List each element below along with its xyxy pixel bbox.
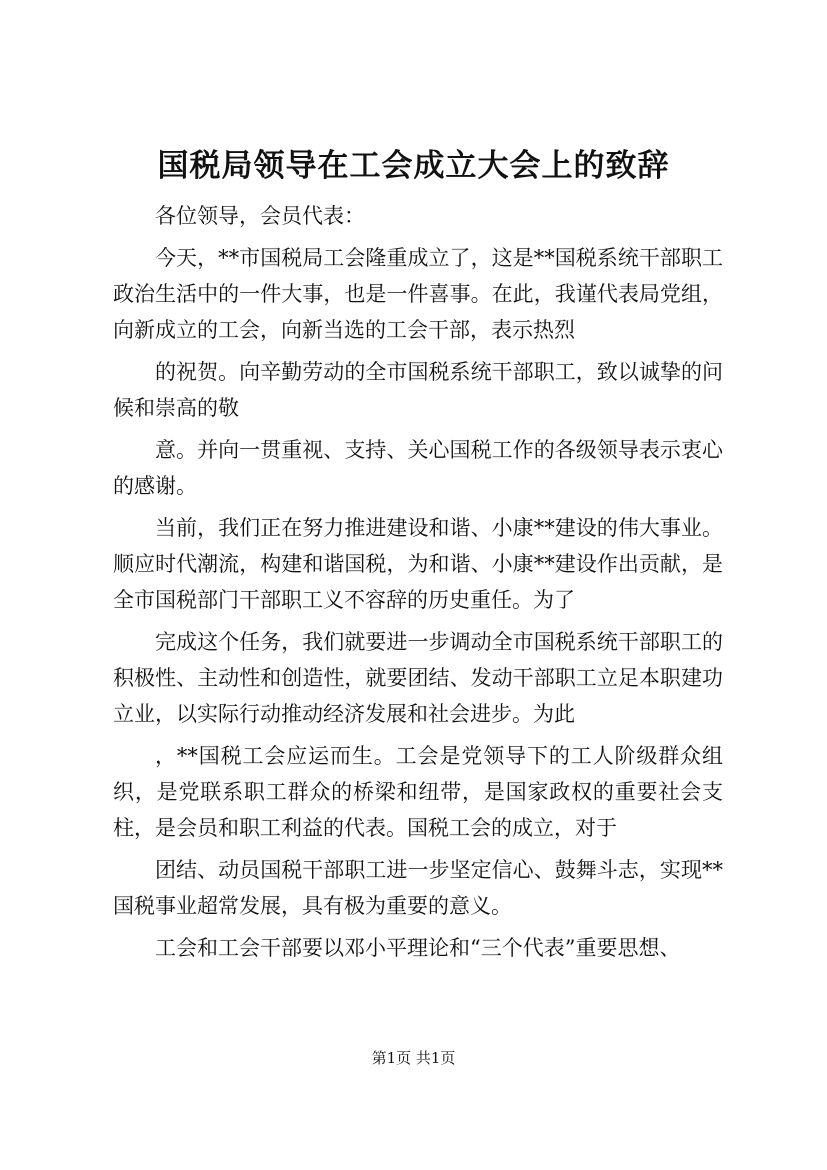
document-body xyxy=(113,198,723,972)
paragraph: ，**国税工会应运而生。工会是党领导下的工人阶级群众组织，是党联系职工群众的桥梁和纽带，是国家政权的重要社会支柱，是会员和职工利益的代表。国税工会的成立，对于 xyxy=(113,744,723,840)
paragraph: 意。并向一贯重视、支持、关心国税工作的各级领导表示衷心的感谢。 xyxy=(113,438,723,498)
paragraph: 完成这个任务，我们就要进一步调动全市国税系统干部职工的积极性、主动性和创造性，就要团结、发动干部职工立足本职建功立业，以实际行动推动经济发展和社会进步。为此 xyxy=(113,630,723,726)
paragraph: 团结、动员国税干部职工进一步坚定信心、鼓舞斗志，实现**国税事业超常发展，具有极为重要的意义。 xyxy=(113,858,723,918)
paragraph-salutation: 各位领导，会员代表： xyxy=(155,204,365,228)
paragraph: 工会和工会干部要以邓小平理论和“三个代表”重要思想、 xyxy=(155,936,681,960)
paragraph: 的祝贺。向辛勤劳动的全市国税系统干部职工，致以诚挚的问候和崇高的敬 xyxy=(113,360,723,420)
paragraph: 今天，**市国税局工会隆重成立了，这是**国税系统干部职工政治生活中的一件大事，也是一件喜事。在此，我谨代表局党组，向新成立的工会，向新当选的工会干部，表示热烈 xyxy=(113,246,723,342)
paragraph: 当前，我们正在努力推进建设和谐、小康**建设的伟大事业。顺应时代潮流，构建和谐国税，为和谐、小康**建设作出贡献，是全市国税部门干部职工义不容辞的历史重任。为了 xyxy=(113,516,723,612)
page-number-footer: 第1页 共1页 xyxy=(371,1049,456,1067)
document-title: 国税局领导在工会成立大会上的致辞 xyxy=(157,148,670,184)
